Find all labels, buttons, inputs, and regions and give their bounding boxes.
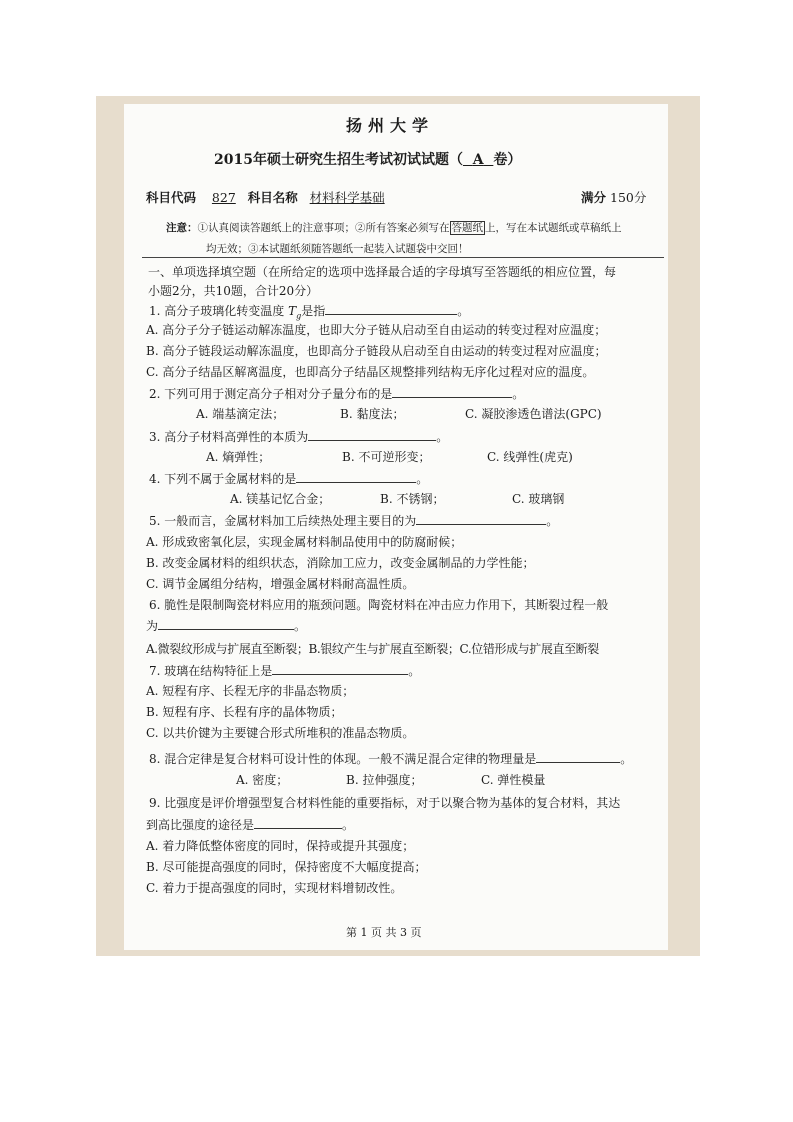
question-5-option-a: A. 形成致密氧化层，实现金属材料制品使用中的防腐耐候； xyxy=(146,535,463,549)
subject-code: 827 xyxy=(211,190,236,205)
question-3-stem: 3. 高分子材料高弹性的本质为 。 xyxy=(149,430,449,444)
question-5-stem: 5. 一般而言，金属材料加工后续热处理主要目的为 。 xyxy=(149,514,559,528)
answer-sheet-box: 答题纸 xyxy=(451,222,483,234)
full-score-label: 满分 xyxy=(581,190,607,205)
subject-code-row xyxy=(146,190,385,206)
question-6-stem-line-1: 6. 脆性是限制陶瓷材料应用的瓶颈问题。陶瓷材料在冲击应力作用下，其断裂过程一般 xyxy=(149,598,609,612)
question-6-stem-line-2: 为 。 xyxy=(146,619,307,633)
question-9-option-a: A. 着力降低整体密度的同时，保持或提升其强度； xyxy=(146,839,415,853)
question-2-option-c: C. 凝胶渗透色谱法(GPC) xyxy=(465,407,602,421)
section-divider xyxy=(142,257,664,258)
question-3-option-b: B. 不可逆形变； xyxy=(342,450,431,464)
answer-blank xyxy=(416,512,546,525)
exam-title-prefix: 2015年硕士研究生招生考试初试试题（ xyxy=(214,152,463,168)
answer-blank xyxy=(536,750,620,763)
question-8-option-b: B. 拉伸强度； xyxy=(346,773,423,787)
answer-blank xyxy=(325,302,457,315)
university-name: 扬州大学 xyxy=(346,116,435,135)
subject-name: 材料科学基础 xyxy=(309,190,385,205)
question-3-option-c: C. 线弹性(虎克) xyxy=(487,450,573,464)
question-4-stem: 4. 下列不属于金属材料的是 。 xyxy=(149,472,429,486)
subject-code-label: 科目代码 xyxy=(146,190,197,205)
notice-label: 注意： xyxy=(166,222,198,234)
answer-blank xyxy=(254,816,342,829)
question-8-stem: 8. 混合定律是复合材料可设计性的体现。一般不满足混合定律的物理量是 。 xyxy=(149,752,633,766)
question-5-option-b: B. 改变金属材料的组织状态，消除加工应力，改变金属制品的力学性能； xyxy=(146,556,535,570)
answer-blank xyxy=(392,385,512,398)
section-title-line-1: 一、单项选择填空题（在所给定的选项中选择最合适的字母填写至答题纸的相应位置，每 xyxy=(148,265,617,279)
question-4-option-b: B. 不锈钢； xyxy=(380,492,445,506)
notice-line-2: 均无效；③本试题纸须随答题纸一起装入试题袋中交回！ xyxy=(206,243,469,255)
subject-name-label: 科目名称 xyxy=(247,190,298,205)
full-score-value: 150分 xyxy=(610,190,647,205)
question-2-option-b: B. 黏度法； xyxy=(340,407,405,421)
section-title-line-2: 小题2分，共10题，合计20分） xyxy=(148,284,319,298)
question-1-option-b: B. 高分子链段运动解冻温度，也即高分子链段从启动至自由运动的转变过程对应温度； xyxy=(146,344,607,358)
question-9-option-b: B. 尽可能提高强度的同时，保持密度不大幅度提高； xyxy=(146,860,427,874)
question-1-option-c: C. 高分子结晶区解离温度，也即高分子结晶区规整排列结构无序化过程对应的温度。 xyxy=(146,365,595,379)
question-8-option-c: C. 弹性模量 xyxy=(481,773,546,787)
question-4-option-c: C. 玻璃钢 xyxy=(512,492,565,506)
page-number: 第 1 页 共 3 页 xyxy=(346,926,422,939)
question-3-option-a: A. 熵弹性； xyxy=(206,450,271,464)
question-6-options: A.微裂纹形成与扩展直至断裂；B.银纹产生与扩展直至断裂；C.位错形成与扩展直至断裂 xyxy=(146,642,599,656)
question-7-option-b: B. 短程有序、长程有序的晶体物质； xyxy=(146,705,343,719)
answer-blank xyxy=(272,662,408,675)
notice-line-1: 注意：①认真阅读答题纸上的注意事项；②所有答案必须写在 答题纸 上，写在本试题纸或草稿纸上 xyxy=(166,222,622,234)
question-2-stem: 2. 下列可用于测定高分子相对分子量分布的是 。 xyxy=(149,387,525,401)
question-7-option-a: A. 短程有序、长程无序的非晶态物质； xyxy=(146,684,355,698)
exam-title-suffix: 卷） xyxy=(493,152,522,168)
answer-blank xyxy=(158,617,294,630)
question-1-option-a: A. 高分子分子链运动解冻温度，也即大分子链从启动至自由运动的转变过程对应温度； xyxy=(146,323,607,337)
question-1-stem: 1. 高分子玻璃化转变温度 $T_g$是指 。 xyxy=(149,304,470,321)
question-7-option-c: C. 以共价键为主要键合形式所堆积的准晶态物质。 xyxy=(146,726,415,740)
question-7-stem: 7. 玻璃在结构特征上是 。 xyxy=(149,664,421,678)
exam-title xyxy=(214,152,521,168)
question-4-option-a: A. 镁基记忆合金； xyxy=(230,492,331,506)
tg-symbol: $T_g$ xyxy=(288,304,302,321)
answer-blank xyxy=(308,428,436,441)
question-9-stem-line-1: 9. 比强度是评价增强型复合材料性能的重要指标，对于以聚合物为基体的复合材料，其达 xyxy=(149,796,621,810)
question-9-option-c: C. 着力于提高强度的同时，实现材料增韧改性。 xyxy=(146,881,403,895)
question-2-option-a: A. 端基滴定法； xyxy=(196,407,285,421)
question-9-stem-line-2: 到高比强度的途径是 。 xyxy=(146,818,355,832)
answer-blank xyxy=(296,470,416,483)
full-score xyxy=(581,190,646,206)
paper-version: A xyxy=(472,152,484,168)
question-5-option-c: C. 调节金属组分结构，增强金属材料耐高温性质。 xyxy=(146,577,415,591)
question-8-option-a: A. 密度； xyxy=(236,773,289,787)
